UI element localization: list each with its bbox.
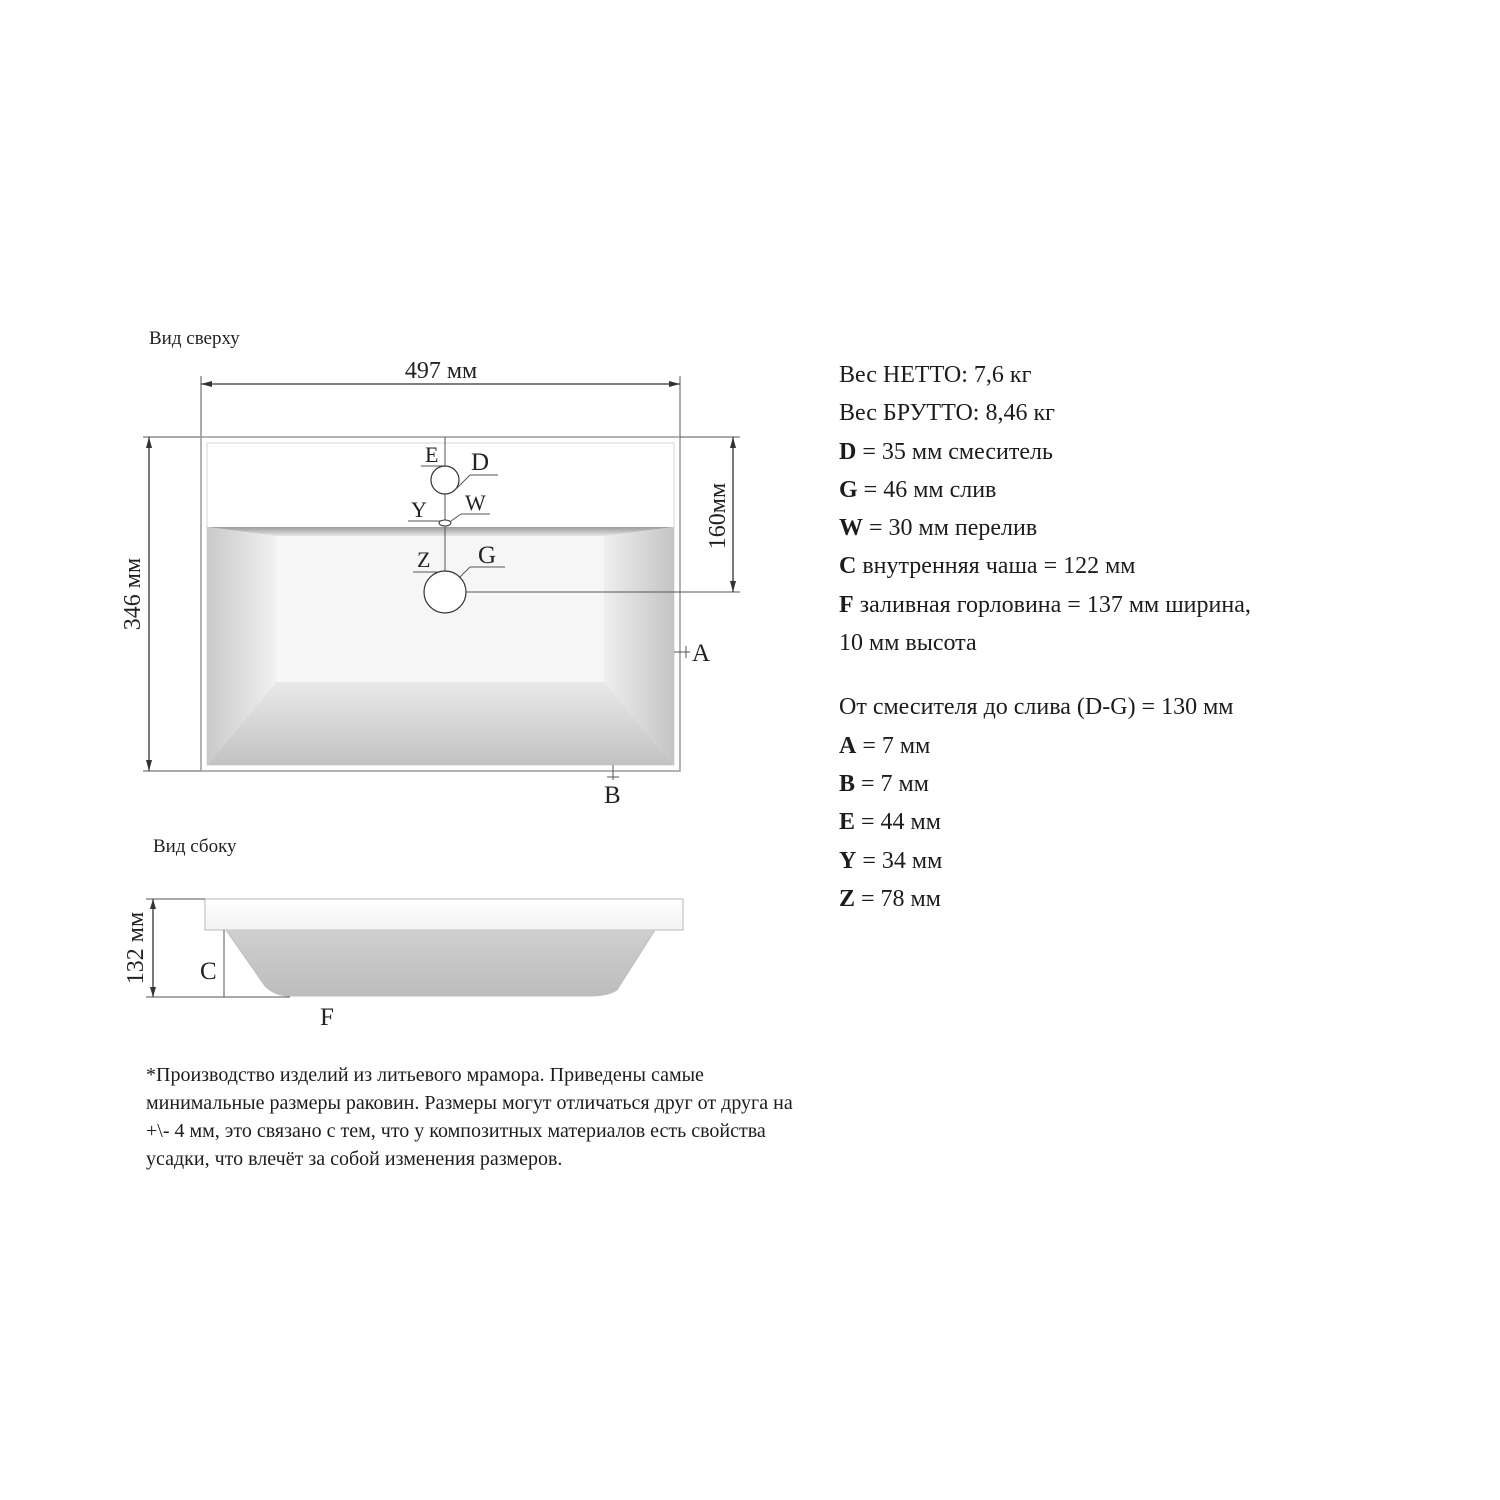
spec-b: B = 7 мм xyxy=(839,770,929,797)
width-dimension xyxy=(201,358,680,437)
spec-z: Z = 78 мм xyxy=(839,885,941,912)
overflow-hole xyxy=(439,520,451,526)
spec-g: G = 46 мм слив xyxy=(839,476,997,503)
note-line: усадки, что влечёт за собой изменения размеров. xyxy=(146,1148,563,1170)
label-a: A xyxy=(692,640,711,667)
drain-offset-label: 160мм xyxy=(705,482,731,550)
note-line: минимальные размеры раковин. Размеры могут отличаться друг от друга на xyxy=(146,1092,793,1114)
spec-e: E = 44 мм xyxy=(839,809,941,836)
disclaimer-note xyxy=(146,1061,906,1173)
basin-side-view xyxy=(205,899,683,996)
label-e: E xyxy=(425,442,439,467)
bowl-back-wall xyxy=(207,527,674,536)
label-y: Y xyxy=(411,497,427,522)
spec-c: C внутренняя чаша = 122 мм xyxy=(839,553,1136,580)
spec-a: A = 7 мм xyxy=(839,732,931,759)
spec-f-continuation: 10 мм высота xyxy=(839,630,977,657)
spec-f: F заливная горловина = 137 мм ширина, xyxy=(839,591,1251,618)
note-line: *Производство изделий из литьевого мрамора. Приведены самые xyxy=(146,1064,704,1086)
label-c: C xyxy=(200,958,217,985)
label-w: W xyxy=(465,490,486,515)
top-view-caption: Вид сверху xyxy=(149,328,240,349)
label-f: F xyxy=(320,1004,334,1031)
spec-d: D = 35 мм смеситель xyxy=(839,438,1053,465)
label-b: B xyxy=(604,782,621,809)
spec-y: Y = 34 мм xyxy=(839,847,943,874)
note-line: +\- 4 мм, это связано с тем, что у композитных материалов есть свойства xyxy=(146,1120,766,1142)
label-g: G xyxy=(478,542,497,569)
spec-distance: От смесителя до слива (D-G) = 130 мм xyxy=(839,694,1234,721)
gross-weight: Вес БРУТТО: 8,46 кг xyxy=(839,400,1055,427)
bowl-front-wall xyxy=(207,682,674,765)
label-z: Z xyxy=(417,547,431,572)
net-weight: Вес НЕТТО: 7,6 кг xyxy=(839,362,1032,388)
height-dimension xyxy=(120,437,201,771)
height-label: 346 мм xyxy=(120,557,146,631)
width-label: 497 мм xyxy=(404,358,478,384)
specs-panel xyxy=(839,356,1399,918)
spec-w: W = 30 мм перелив xyxy=(839,515,1038,542)
label-d: D xyxy=(471,449,490,476)
side-view-caption: Вид сбоку xyxy=(153,836,237,857)
side-height-label: 132 мм xyxy=(123,911,149,985)
